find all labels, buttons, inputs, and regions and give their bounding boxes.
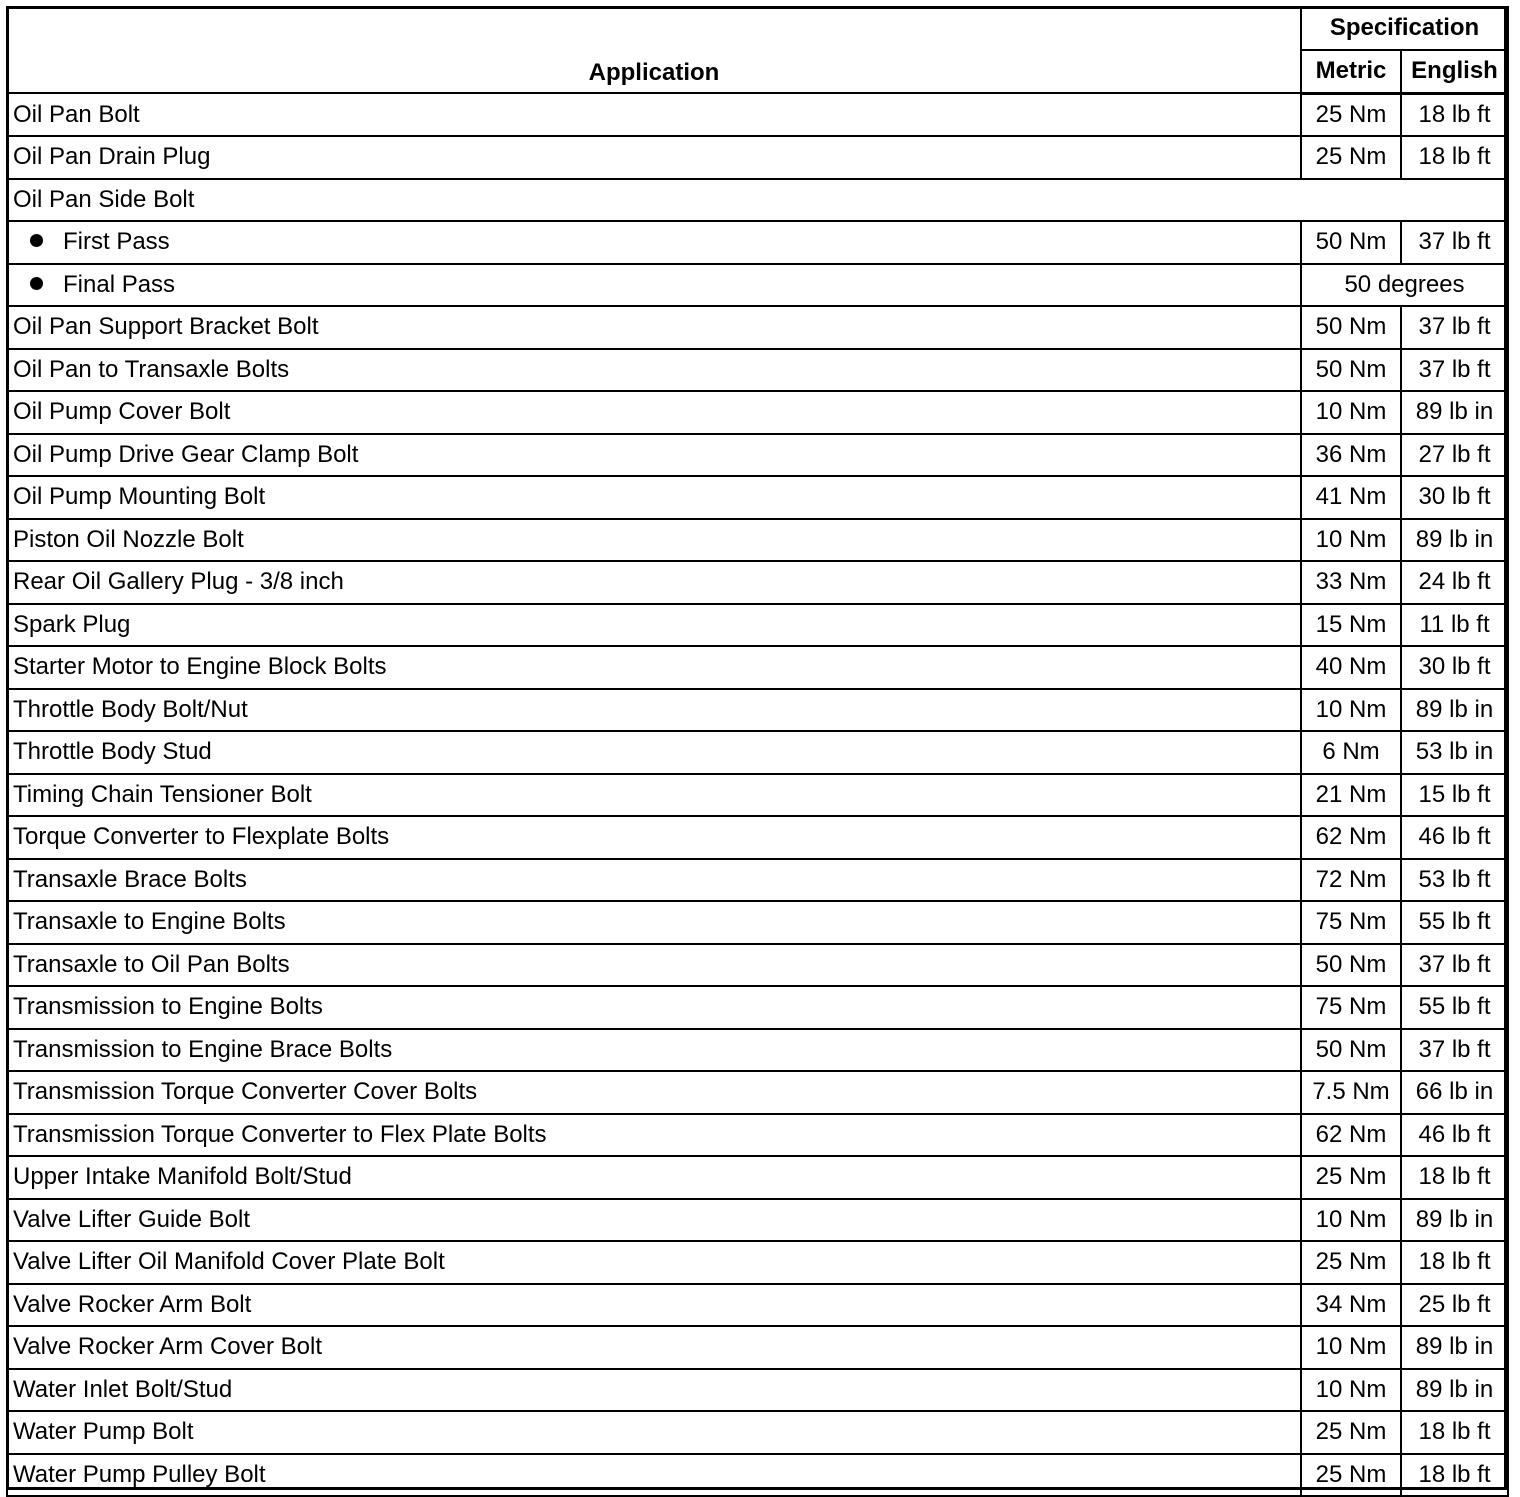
english-cell: 24 lb ft: [1401, 561, 1508, 604]
metric-cell: 50 Nm: [1301, 944, 1401, 987]
metric-cell: 25 Nm: [1301, 1156, 1401, 1199]
table-row: [7, 561, 1508, 604]
application-label: Valve Rocker Arm Bolt: [13, 1290, 252, 1318]
english-cell: 18 lb ft: [1401, 1241, 1508, 1284]
english-cell: 89 lb in: [1401, 1326, 1508, 1369]
table-row: [7, 93, 1508, 136]
metric-cell: 50 Nm: [1301, 221, 1401, 264]
english-cell: 89 lb in: [1401, 689, 1508, 732]
metric-cell: 40 Nm: [1301, 646, 1401, 689]
sub-step-cell: [7, 221, 1301, 264]
metric-cell: 10 Nm: [1301, 519, 1401, 562]
table-row: [7, 221, 1508, 264]
english-cell: 27 lb ft: [1401, 434, 1508, 477]
table-row: [7, 816, 1508, 859]
application-cell: [7, 561, 1301, 604]
application-label: Transmission to Engine Brace Bolts: [13, 1035, 393, 1063]
english-cell: 53 lb ft: [1401, 859, 1508, 902]
application-label: Water Inlet Bolt/Stud: [13, 1375, 233, 1403]
application-label: Transaxle Brace Bolts: [13, 865, 247, 893]
english-cell: 55 lb ft: [1401, 986, 1508, 1029]
english-cell: 30 lb ft: [1401, 646, 1508, 689]
metric-cell: 10 Nm: [1301, 391, 1401, 434]
metric-header: Metric: [1301, 50, 1401, 93]
english-cell: 18 lb ft: [1401, 93, 1508, 136]
table-row: [7, 136, 1508, 179]
application-cell: [7, 434, 1301, 477]
application-label: First Pass: [63, 228, 170, 256]
application-label: Valve Rocker Arm Cover Bolt: [13, 1333, 322, 1361]
application-cell: [7, 1326, 1301, 1369]
application-label: Transaxle to Engine Bolts: [13, 908, 286, 936]
metric-cell: 25 Nm: [1301, 1241, 1401, 1284]
english-cell: 11 lb ft: [1401, 604, 1508, 647]
metric-cell: 34 Nm: [1301, 1284, 1401, 1327]
table-row: [7, 901, 1508, 944]
application-cell: [7, 306, 1301, 349]
application-cell: [7, 1454, 1301, 1497]
application-label: Throttle Body Stud: [13, 738, 212, 766]
metric-cell: 62 Nm: [1301, 816, 1401, 859]
metric-cell: 10 Nm: [1301, 1199, 1401, 1242]
application-cell: [7, 1156, 1301, 1199]
application-header: Application: [7, 7, 1301, 93]
application-label: Final Pass: [63, 270, 176, 298]
application-label: Upper Intake Manifold Bolt/Stud: [13, 1163, 352, 1191]
application-cell: [7, 519, 1301, 562]
application-label: Oil Pan Drain Plug: [13, 143, 211, 171]
application-cell: [7, 1411, 1301, 1454]
table-row: [7, 179, 1508, 222]
metric-cell: 33 Nm: [1301, 561, 1401, 604]
application-cell: [7, 93, 1301, 136]
application-label: Torque Converter to Flexplate Bolts: [13, 823, 390, 851]
english-cell: 37 lb ft: [1401, 306, 1508, 349]
table-row: [7, 306, 1508, 349]
english-cell: 18 lb ft: [1401, 1411, 1508, 1454]
application-cell: [7, 391, 1301, 434]
application-cell: [7, 476, 1301, 519]
application-label: Water Pump Bolt: [13, 1418, 194, 1446]
table-row: [7, 604, 1508, 647]
table-row: [7, 731, 1508, 774]
english-cell: 55 lb ft: [1401, 901, 1508, 944]
application-label: Oil Pump Cover Bolt: [13, 398, 231, 426]
bullet-icon: [30, 234, 43, 247]
table-row: [7, 986, 1508, 1029]
application-label: Transmission to Engine Bolts: [13, 993, 323, 1021]
table-row: [7, 689, 1508, 732]
metric-cell: 25 Nm: [1301, 1454, 1401, 1497]
application-cell: [7, 816, 1301, 859]
application-label: Oil Pan Support Bracket Bolt: [13, 313, 319, 341]
english-cell: 18 lb ft: [1401, 1454, 1508, 1497]
table-row: [7, 391, 1508, 434]
table-row: [7, 646, 1508, 689]
table-row: [7, 1284, 1508, 1327]
application-cell: [7, 1199, 1301, 1242]
application-cell: [7, 901, 1301, 944]
application-label: Oil Pump Drive Gear Clamp Bolt: [13, 440, 359, 468]
english-header: English: [1401, 50, 1508, 93]
application-label: Timing Chain Tensioner Bolt: [13, 780, 312, 808]
application-label: Valve Lifter Guide Bolt: [13, 1205, 251, 1233]
application-label: Oil Pump Mounting Bolt: [13, 483, 266, 511]
metric-cell: 36 Nm: [1301, 434, 1401, 477]
specification-header: Specification: [1301, 7, 1508, 50]
table-row: [7, 774, 1508, 817]
table-row: [7, 1114, 1508, 1157]
metric-cell: 50 Nm: [1301, 349, 1401, 392]
metric-cell: 50 Nm: [1301, 306, 1401, 349]
application-cell: [7, 1071, 1301, 1114]
application-label: Oil Pan Bolt: [13, 100, 140, 128]
application-label: Piston Oil Nozzle Bolt: [13, 525, 244, 553]
table-row: [7, 434, 1508, 477]
application-label: Oil Pan Side Bolt: [13, 185, 195, 213]
table-row: [7, 1241, 1508, 1284]
bullet-icon: [30, 277, 43, 290]
application-label: Rear Oil Gallery Plug - 3/8 inch: [13, 568, 344, 596]
application-label: Spark Plug: [13, 610, 131, 638]
table-row: [7, 859, 1508, 902]
application-cell: [7, 859, 1301, 902]
table-row: [7, 1029, 1508, 1072]
table-row: [7, 476, 1508, 519]
table-row: [7, 1199, 1508, 1242]
english-cell: 37 lb ft: [1401, 349, 1508, 392]
english-cell: 37 lb ft: [1401, 944, 1508, 987]
application-label: Transmission Torque Converter to Flex Plate Bolts: [13, 1120, 547, 1148]
table-row: [7, 349, 1508, 392]
application-cell: [7, 1029, 1301, 1072]
english-cell: 46 lb ft: [1401, 816, 1508, 859]
metric-cell: 72 Nm: [1301, 859, 1401, 902]
metric-cell: 62 Nm: [1301, 1114, 1401, 1157]
combined-spec-cell: 50 degrees: [1301, 264, 1508, 307]
application-cell: [7, 604, 1301, 647]
english-cell: 46 lb ft: [1401, 1114, 1508, 1157]
application-cell: [7, 689, 1301, 732]
metric-cell: 7.5 Nm: [1301, 1071, 1401, 1114]
application-cell: [7, 774, 1301, 817]
application-cell: [7, 349, 1301, 392]
application-label: Valve Lifter Oil Manifold Cover Plate Bolt: [13, 1248, 445, 1276]
metric-cell: 10 Nm: [1301, 689, 1401, 732]
metric-cell: 25 Nm: [1301, 136, 1401, 179]
application-label: Throttle Body Bolt/Nut: [13, 695, 248, 723]
application-cell: [7, 1369, 1301, 1412]
english-cell: 89 lb in: [1401, 519, 1508, 562]
metric-cell: 15 Nm: [1301, 604, 1401, 647]
metric-cell: 21 Nm: [1301, 774, 1401, 817]
metric-cell: 10 Nm: [1301, 1369, 1401, 1412]
metric-cell: 75 Nm: [1301, 986, 1401, 1029]
application-label: Water Pump Pulley Bolt: [13, 1460, 266, 1488]
english-cell: 18 lb ft: [1401, 1156, 1508, 1199]
application-label: Transmission Torque Converter Cover Bolts: [13, 1078, 478, 1106]
table-body: [7, 93, 1508, 1496]
application-label: Transaxle to Oil Pan Bolts: [13, 950, 290, 978]
metric-cell: 6 Nm: [1301, 731, 1401, 774]
english-cell: 37 lb ft: [1401, 221, 1508, 264]
torque-spec-table: [6, 6, 1509, 1497]
application-cell: [7, 179, 1508, 222]
metric-cell: 41 Nm: [1301, 476, 1401, 519]
table-row: [7, 264, 1508, 307]
english-cell: 15 lb ft: [1401, 774, 1508, 817]
metric-cell: 25 Nm: [1301, 1411, 1401, 1454]
application-cell: [7, 986, 1301, 1029]
metric-cell: 25 Nm: [1301, 93, 1401, 136]
english-cell: 37 lb ft: [1401, 1029, 1508, 1072]
application-cell: [7, 731, 1301, 774]
english-cell: 89 lb in: [1401, 391, 1508, 434]
english-cell: 30 lb ft: [1401, 476, 1508, 519]
metric-cell: 50 Nm: [1301, 1029, 1401, 1072]
application-label: Starter Motor to Engine Block Bolts: [13, 653, 387, 681]
table-row: [7, 519, 1508, 562]
english-cell: 53 lb in: [1401, 731, 1508, 774]
english-cell: 66 lb in: [1401, 1071, 1508, 1114]
application-cell: [7, 1114, 1301, 1157]
table-row: [7, 1411, 1508, 1454]
table-row: [7, 944, 1508, 987]
application-cell: [7, 136, 1301, 179]
metric-cell: 75 Nm: [1301, 901, 1401, 944]
english-cell: 89 lb in: [1401, 1369, 1508, 1412]
table-row: [7, 1071, 1508, 1114]
application-label: Oil Pan to Transaxle Bolts: [13, 355, 290, 383]
english-cell: 25 lb ft: [1401, 1284, 1508, 1327]
english-cell: 89 lb in: [1401, 1199, 1508, 1242]
sub-step-cell: [7, 264, 1301, 307]
english-cell: 18 lb ft: [1401, 136, 1508, 179]
table-row: [7, 1369, 1508, 1412]
application-cell: [7, 1241, 1301, 1284]
table-row: [7, 1326, 1508, 1369]
application-cell: [7, 944, 1301, 987]
metric-cell: 10 Nm: [1301, 1326, 1401, 1369]
application-cell: [7, 1284, 1301, 1327]
table-row: [7, 1156, 1508, 1199]
table-row: [7, 1454, 1508, 1497]
application-cell: [7, 646, 1301, 689]
